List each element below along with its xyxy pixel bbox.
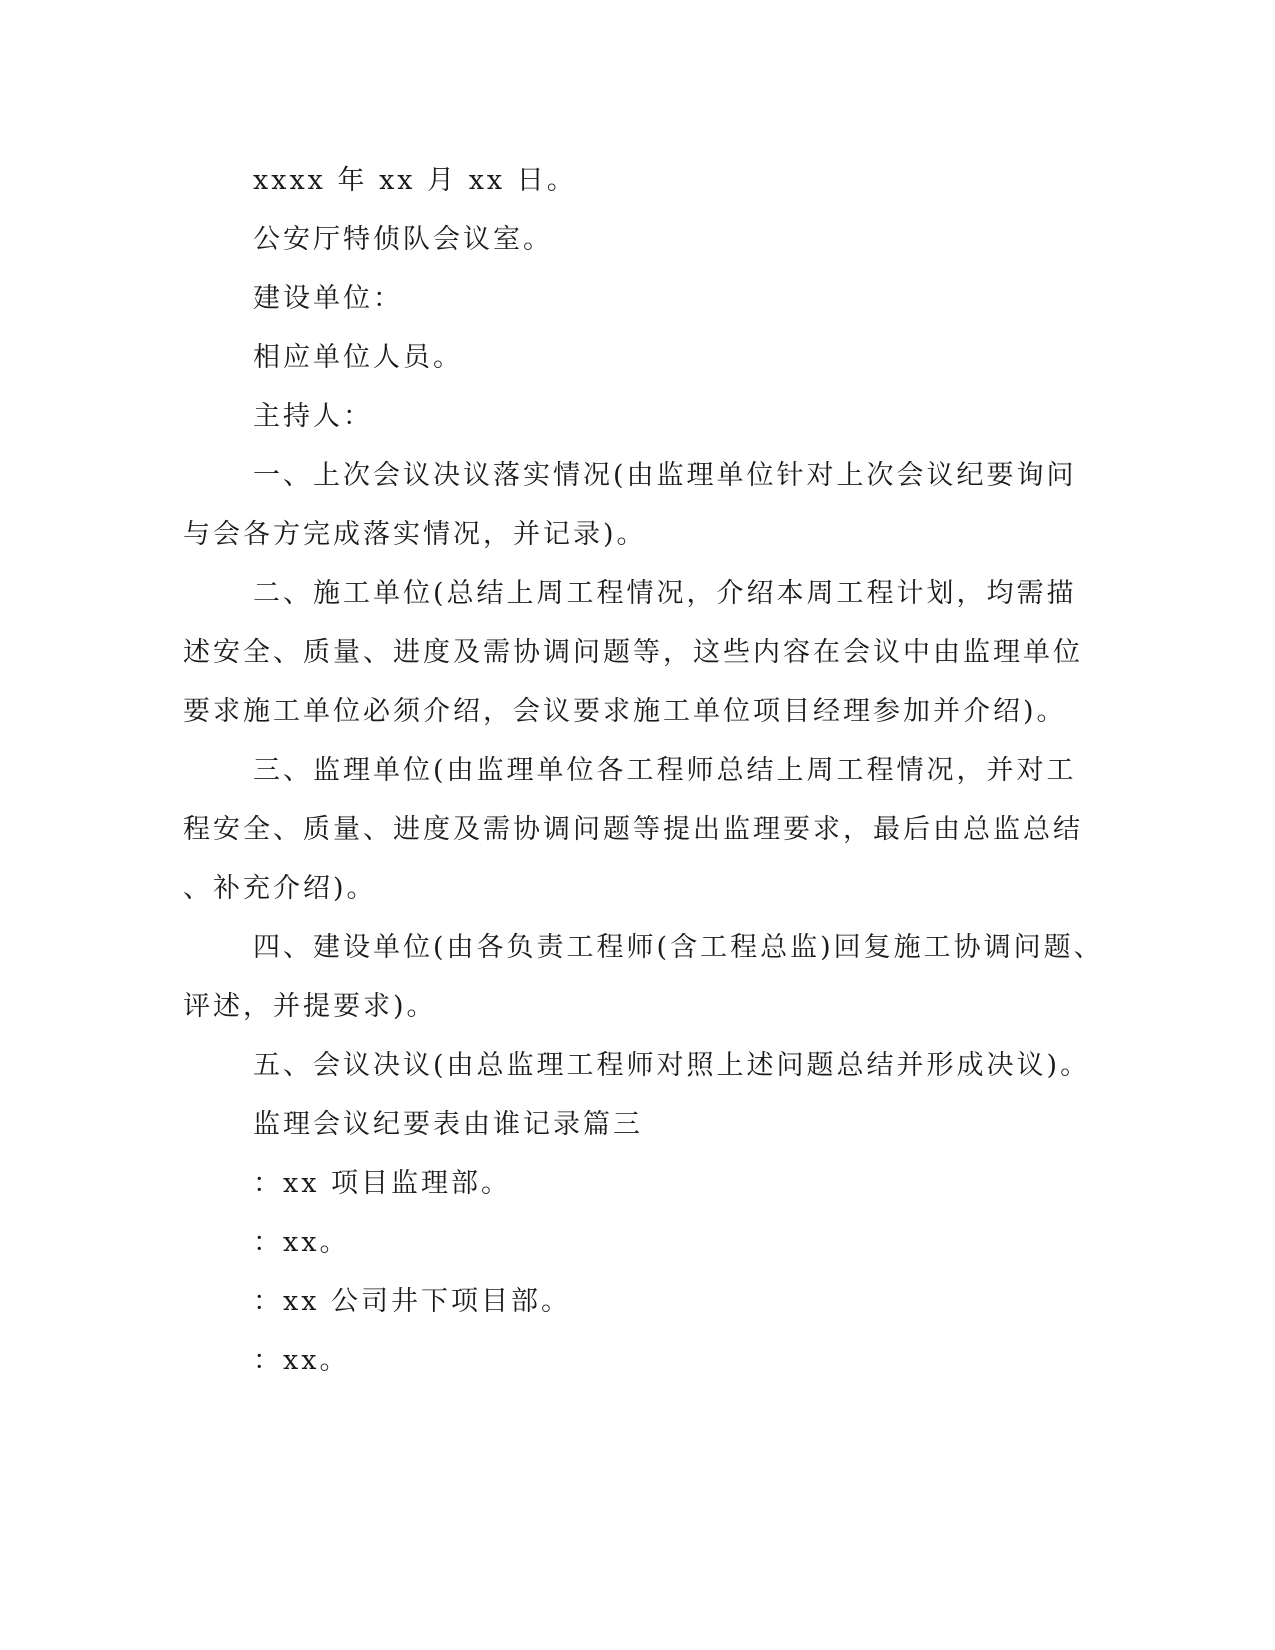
agenda-item-2-line-1: 二、施工单位(总结上周工程情况，介绍本周工程计划，均需描 (253, 578, 1077, 609)
agenda-item-3-line-1: 三、监理单位(由监理单位各工程师总结上周工程情况，并对工 (253, 755, 1077, 786)
agenda-item-2-line-2: 述安全、质量、进度及需协调问题等，这些内容在会议中由监理单位 (183, 637, 1083, 668)
info-line-xx-2: ：xx。 (253, 1345, 350, 1376)
info-line-xx-1: ：xx。 (253, 1227, 350, 1258)
meeting-location-line: 公安厅特侦队会议室。 (253, 224, 553, 255)
agenda-item-4-line-2: 评述，并提要求)。 (183, 991, 437, 1022)
attendees-line: 相应单位人员。 (253, 342, 463, 373)
agenda-item-1-line-1: 一、上次会议决议落实情况(由监理单位针对上次会议纪要询问 (253, 460, 1077, 491)
host-label: 主持人： (253, 401, 373, 432)
meeting-date-line: xxxx 年 xx 月 xx 日。 (253, 165, 577, 196)
info-line-project-dept: ：xx 项目监理部。 (253, 1168, 512, 1199)
agenda-item-3-line-2: 程安全、质量、进度及需协调问题等提出监理要求，最后由总监总结 (183, 814, 1083, 845)
info-line-company-dept: ：xx 公司井下项目部。 (253, 1286, 572, 1317)
agenda-item-5-line: 五、会议决议(由总监理工程师对照上述问题总结并形成决议)。 (253, 1050, 1091, 1081)
construction-unit-label: 建设单位： (253, 283, 403, 314)
agenda-item-1-line-2: 与会各方完成落实情况，并记录)。 (183, 519, 647, 550)
agenda-item-3-line-3: 、补充介绍)。 (183, 873, 377, 904)
agenda-item-4-line-1: 四、建设单位(由各负责工程师(含工程总监)回复施工协调问题、 (253, 932, 1104, 963)
section-heading: 监理会议纪要表由谁记录篇三 (253, 1109, 643, 1140)
agenda-item-2-line-3: 要求施工单位必须介绍，会议要求施工单位项目经理参加并介绍)。 (183, 696, 1067, 727)
